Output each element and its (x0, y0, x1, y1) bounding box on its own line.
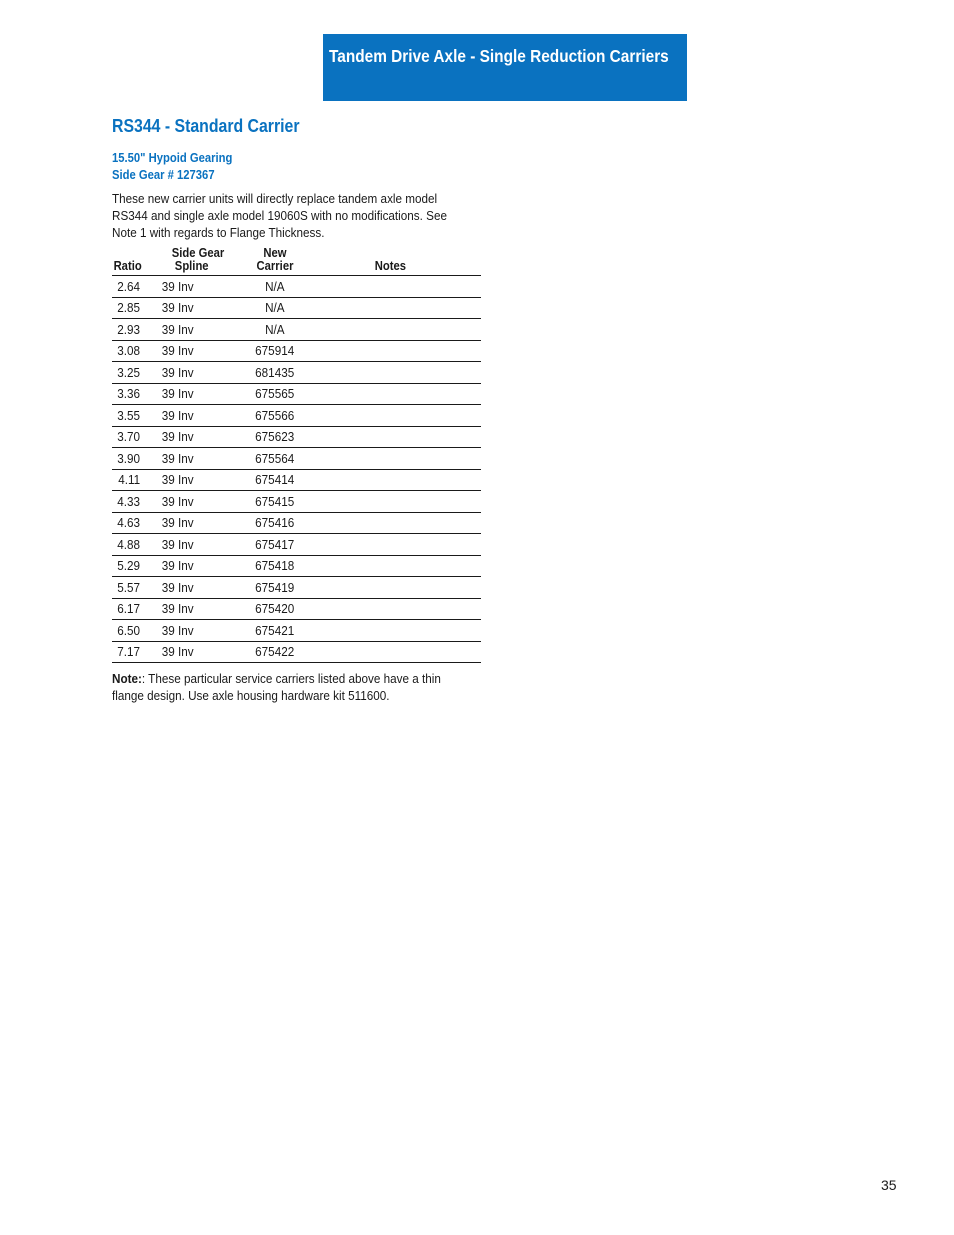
spline-cell: 39 Inv (146, 340, 250, 362)
ratio-cell: 4.33 (112, 491, 146, 513)
header-ratio: Ratio (112, 247, 146, 276)
spline-cell: 39 Inv (146, 405, 250, 427)
carrier-cell: 675566 (250, 405, 300, 427)
ratio-cell: 6.50 (112, 620, 146, 642)
notes-cell (300, 362, 481, 384)
table-row (112, 448, 481, 470)
carrier-cell: N/A (250, 319, 300, 341)
notes-cell (300, 577, 481, 599)
table-header-row (112, 247, 481, 276)
notes-cell (300, 448, 481, 470)
carrier-cell: 675623 (250, 426, 300, 448)
table-row (112, 276, 481, 298)
header-spline: Side Gear Spline (146, 247, 250, 276)
carrier-cell: 675914 (250, 340, 300, 362)
spline-cell: 39 Inv (146, 276, 250, 298)
carrier-table (112, 247, 481, 663)
spline-cell: 39 Inv (146, 426, 250, 448)
carrier-cell: N/A (250, 276, 300, 298)
spline-cell: 39 Inv (146, 620, 250, 642)
ratio-cell: 4.11 (112, 469, 146, 491)
table-row (112, 469, 481, 491)
spline-cell: 39 Inv (146, 598, 250, 620)
notes-cell (300, 383, 481, 405)
banner-title: Tandem Drive Axle - Single Reduction Carriers (329, 46, 669, 66)
carrier-cell: 675420 (250, 598, 300, 620)
table-row (112, 555, 481, 577)
notes-cell (300, 297, 481, 319)
section-title: RS344 - Standard Carrier (112, 116, 300, 136)
carrier-cell: 675416 (250, 512, 300, 534)
notes-cell (300, 405, 481, 427)
ratio-cell: 3.25 (112, 362, 146, 384)
header-banner (323, 34, 687, 101)
ratio-cell: 2.93 (112, 319, 146, 341)
carrier-cell: 675565 (250, 383, 300, 405)
intro-paragraph (112, 190, 472, 241)
table-row (112, 534, 481, 556)
spline-cell: 39 Inv (146, 491, 250, 513)
carrier-cell: 675564 (250, 448, 300, 470)
ratio-cell: 3.70 (112, 426, 146, 448)
table-row (112, 405, 481, 427)
carrier-cell: 675417 (250, 534, 300, 556)
table-row (112, 319, 481, 341)
ratio-cell: 5.29 (112, 555, 146, 577)
footnote (112, 670, 472, 704)
carrier-cell: 675419 (250, 577, 300, 599)
intro-line: These new carrier units will directly replace tandem axle model (112, 191, 438, 206)
table-row (112, 577, 481, 599)
table-row (112, 426, 481, 448)
intro-line: Note 1 with regards to Flange Thickness. (112, 225, 325, 240)
spline-cell: 39 Inv (146, 383, 250, 405)
ratio-cell: 6.17 (112, 598, 146, 620)
carrier-cell: 681435 (250, 362, 300, 384)
footnote-line (112, 670, 472, 687)
table-row (112, 598, 481, 620)
notes-cell (300, 276, 481, 298)
table-row (112, 383, 481, 405)
spline-cell: 39 Inv (146, 362, 250, 384)
notes-cell (300, 426, 481, 448)
notes-cell (300, 555, 481, 577)
notes-cell (300, 512, 481, 534)
table-row (112, 512, 481, 534)
carrier-cell: N/A (250, 297, 300, 319)
spline-cell: 39 Inv (146, 577, 250, 599)
ratio-cell: 2.85 (112, 297, 146, 319)
ratio-cell: 3.36 (112, 383, 146, 405)
carrier-cell: 675414 (250, 469, 300, 491)
notes-cell (300, 534, 481, 556)
carrier-cell: 675421 (250, 620, 300, 642)
table-row (112, 620, 481, 642)
carrier-cell: 675422 (250, 641, 300, 663)
ratio-cell: 3.55 (112, 405, 146, 427)
ratio-cell: 4.63 (112, 512, 146, 534)
header-carrier: New Carrier (250, 247, 300, 276)
notes-cell (300, 469, 481, 491)
ratio-cell: 7.17 (112, 641, 146, 663)
notes-cell (300, 319, 481, 341)
note-label: Note: (112, 671, 142, 686)
ratio-cell: 3.90 (112, 448, 146, 470)
spline-cell: 39 Inv (146, 448, 250, 470)
ratio-cell: 5.57 (112, 577, 146, 599)
notes-cell (300, 620, 481, 642)
header-notes: Notes (300, 247, 481, 276)
gearing-subtitle: 15.50" Hypoid Gearing (112, 151, 233, 165)
notes-cell (300, 340, 481, 362)
note-text: : These particular service carriers listed above have a thin (141, 671, 441, 686)
spline-cell: 39 Inv (146, 469, 250, 491)
ratio-cell: 2.64 (112, 276, 146, 298)
spline-cell: 39 Inv (146, 641, 250, 663)
notes-cell (300, 491, 481, 513)
spline-cell: 39 Inv (146, 297, 250, 319)
ratio-cell: 3.08 (112, 340, 146, 362)
carrier-cell: 675415 (250, 491, 300, 513)
spline-cell: 39 Inv (146, 534, 250, 556)
carrier-cell: 675418 (250, 555, 300, 577)
footnote-line: flange design. Use axle housing hardware kit 511600. (112, 688, 390, 703)
table-row (112, 641, 481, 663)
table-row (112, 491, 481, 513)
spline-cell: 39 Inv (146, 319, 250, 341)
notes-cell (300, 641, 481, 663)
table-row (112, 362, 481, 384)
spline-cell: 39 Inv (146, 555, 250, 577)
notes-cell (300, 598, 481, 620)
page-number: 35 (881, 1177, 897, 1193)
intro-line: RS344 and single axle model 19060S with no modifications. See (112, 208, 447, 223)
spline-cell: 39 Inv (146, 512, 250, 534)
table-row (112, 297, 481, 319)
ratio-cell: 4.88 (112, 534, 146, 556)
table-row (112, 340, 481, 362)
table-body (112, 276, 481, 663)
side-gear-subtitle: Side Gear # 127367 (112, 168, 215, 182)
